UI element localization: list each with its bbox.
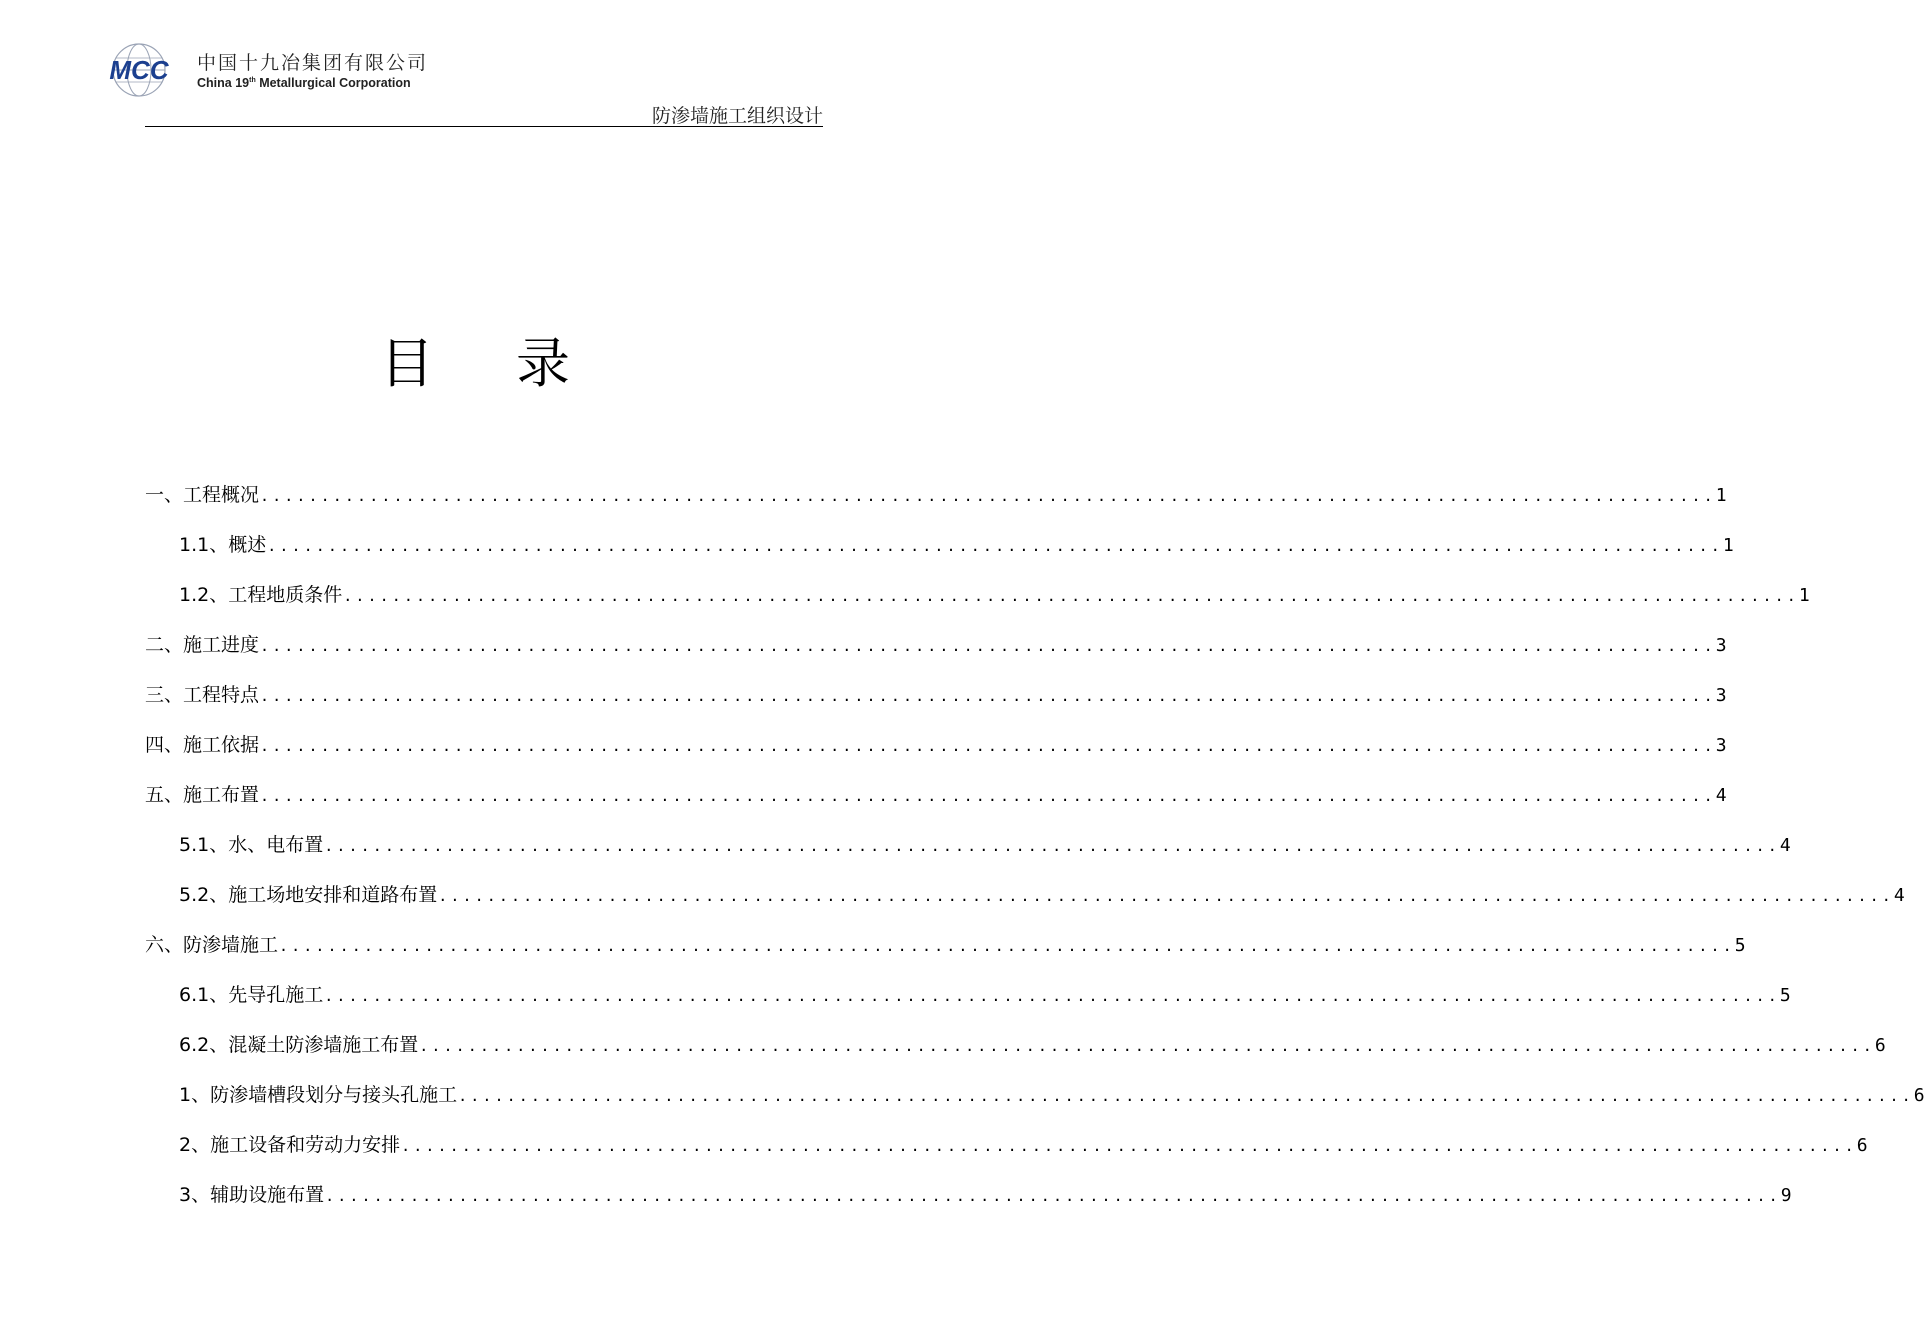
- toc-page-number: 4: [1893, 885, 1905, 906]
- toc-dot-leader: ........................................................................................................................: [260, 687, 1716, 705]
- toc-entry-label: 5.2、施工场地安排和道路布置: [179, 884, 438, 906]
- toc-entry[interactable]: [145, 880, 1905, 930]
- toc-page-number: 1: [1722, 535, 1734, 556]
- toc-dot-leader: ........................................................................................................................: [438, 887, 1894, 905]
- toc-page-number: 6: [1913, 1085, 1925, 1106]
- toc-page-number: 9: [1780, 1185, 1792, 1206]
- table-of-contents: [145, 480, 1925, 1230]
- toc-dot-leader: ........................................................................................................................: [419, 1037, 1875, 1055]
- toc-entry-label: 6.2、混凝土防渗墙施工布置: [179, 1034, 419, 1056]
- toc-page-number: 3: [1715, 735, 1727, 756]
- toc-page-number: 5: [1734, 935, 1746, 956]
- toc-entry-label: 六、防渗墙施工: [145, 934, 279, 956]
- company-name-en: China 19th Metallurgical Corporation: [197, 76, 411, 90]
- toc-dot-leader: ........................................................................................................................: [267, 537, 1723, 555]
- toc-dot-leader: ........................................................................................................................: [343, 587, 1799, 605]
- company-name-cn: 中国十九冶集团有限公司: [197, 52, 429, 74]
- toc-entry[interactable]: [145, 1180, 1792, 1230]
- toc-entry-label: 五、施工布置: [145, 784, 260, 806]
- toc-entry[interactable]: [145, 1080, 1925, 1130]
- toc-page-number: 1: [1798, 585, 1810, 606]
- toc-entry[interactable]: [145, 930, 1746, 980]
- toc-entry[interactable]: [145, 1130, 1868, 1180]
- toc-page-number: 4: [1779, 835, 1791, 856]
- toc-entry-label: 三、工程特点: [145, 684, 260, 706]
- toc-heading: 目录: [380, 332, 652, 396]
- toc-dot-leader: ........................................................................................................................: [458, 1087, 1914, 1105]
- toc-dot-leader: ........................................................................................................................: [260, 487, 1716, 505]
- svg-text:MCC: MCC: [109, 55, 169, 85]
- toc-entry-label: 1.2、工程地质条件: [179, 584, 343, 606]
- document-title: 防渗墙施工组织设计: [651, 105, 823, 127]
- toc-entry-label: 2、施工设备和劳动力安排: [179, 1134, 401, 1156]
- toc-entry-label: 1.1、概述: [179, 534, 267, 556]
- toc-page-number: 3: [1715, 685, 1727, 706]
- toc-entry-label: 二、施工进度: [145, 634, 260, 656]
- toc-entry[interactable]: [145, 680, 1727, 730]
- toc-dot-leader: ........................................................................................................................: [324, 987, 1780, 1005]
- toc-entry-label: 四、施工依据: [145, 734, 260, 756]
- toc-dot-leader: ........................................................................................................................: [260, 787, 1716, 805]
- toc-dot-leader: ........................................................................................................................: [401, 1137, 1857, 1155]
- toc-entry-label: 5.1、水、电布置: [179, 834, 324, 856]
- toc-entry[interactable]: [145, 730, 1727, 780]
- toc-dot-leader: ........................................................................................................................: [324, 837, 1780, 855]
- toc-dot-leader: ........................................................................................................................: [260, 737, 1716, 755]
- toc-entry[interactable]: [145, 630, 1727, 680]
- toc-entry[interactable]: [145, 580, 1810, 630]
- toc-page-number: 6: [1856, 1135, 1868, 1156]
- toc-page-number: 6: [1874, 1035, 1886, 1056]
- toc-entry-label: 6.1、先导孔施工: [179, 984, 324, 1006]
- toc-entry[interactable]: [145, 830, 1791, 880]
- toc-dot-leader: ........................................................................................................................: [260, 637, 1716, 655]
- toc-entry[interactable]: [145, 980, 1791, 1030]
- toc-entry[interactable]: [145, 480, 1727, 530]
- toc-page-number: 5: [1779, 985, 1791, 1006]
- header-divider: [145, 126, 823, 127]
- mcc-logo: [98, 42, 180, 98]
- toc-page-number: 4: [1715, 785, 1727, 806]
- toc-page-number: 3: [1715, 635, 1727, 656]
- toc-dot-leader: ........................................................................................................................: [325, 1187, 1781, 1205]
- toc-page-number: 1: [1715, 485, 1727, 506]
- toc-dot-leader: ........................................................................................................................: [279, 937, 1735, 955]
- toc-entry[interactable]: [145, 1030, 1886, 1080]
- toc-entry[interactable]: [145, 780, 1727, 830]
- toc-entry-label: 1、防渗墙槽段划分与接头孔施工: [179, 1084, 458, 1106]
- toc-entry-label: 一、工程概况: [145, 484, 260, 506]
- toc-entry[interactable]: [145, 530, 1734, 580]
- toc-entry-label: 3、辅助设施布置: [179, 1184, 325, 1206]
